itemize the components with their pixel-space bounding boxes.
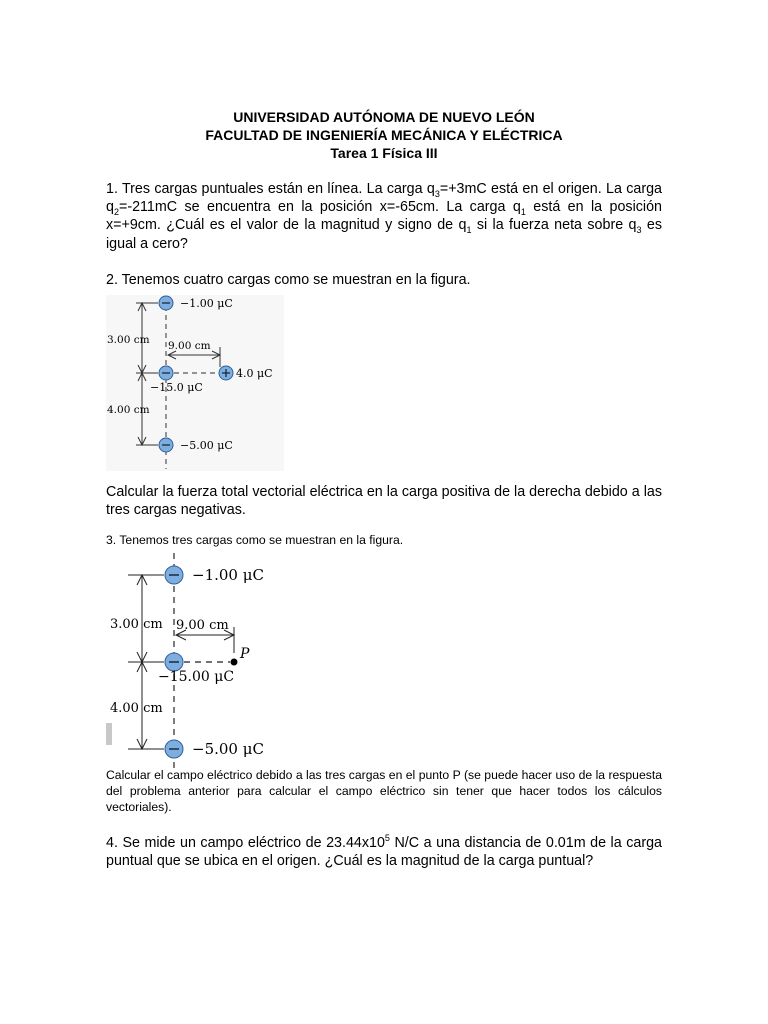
charge-top	[159, 296, 173, 310]
label-middle-charge: −15.00 μC	[158, 669, 235, 686]
label-top-charge: −1.00 μC	[180, 297, 233, 311]
charge-middle	[159, 366, 173, 380]
label-dist-bottom: 4.00 cm	[107, 404, 150, 417]
label-bottom-charge: −5.00 μC	[180, 439, 233, 453]
point-p-marker	[231, 659, 238, 666]
label-dist-top: 3.00 cm	[107, 334, 150, 347]
scan-artifact	[106, 723, 112, 745]
three-charges-diagram	[106, 549, 306, 773]
document-header	[106, 108, 662, 162]
label-bottom-charge: −5.00 μC	[192, 740, 264, 759]
university-name: UNIVERSIDAD AUTÓNOMA DE NUEVO LEÓN	[233, 109, 535, 125]
label-top-charge: −1.00 μC	[192, 566, 264, 585]
document-page	[106, 106, 662, 870]
label-dist-top: 3.00 cm	[110, 617, 163, 633]
charge-bottom	[165, 740, 183, 758]
charge-top	[165, 566, 183, 584]
label-dist-horizontal: 9.00 cm	[176, 618, 229, 634]
problem-2-text: 2. Tenemos cuatro cargas como se muestran en la figura.	[106, 271, 471, 288]
charge-bottom	[159, 438, 173, 452]
problem-4-text: 4. Se mide un campo eléctrico de $23.44x10^5$ N/C a una distancia de 0.01m de la carga puntual que se ubica en el origen. ¿Cuál es la magnitud de la carga puntual?	[106, 832, 662, 869]
label-dist-bottom: 4.00 cm	[110, 701, 163, 717]
faculty-name: FACULTAD DE INGENIERÍA MECÁNICA Y ELÉCTRICA	[205, 127, 563, 143]
figure-three-charges	[106, 549, 662, 773]
problem-3-text: 3. Tenemos tres cargas como se muestran en la figura.	[106, 533, 404, 548]
label-point-p: P	[240, 646, 250, 663]
figure-four-charges	[106, 295, 662, 471]
problem-1-text: 1. Tres cargas puntuales están en línea. La carga $q_3=+3mC$ está en el origen. La carga $q_2=-211mC$ se encuentra en la posición x=-65cm. La carga $q_1$ está en la posición x=+9cm. ¿Cuál es el valor de la magnitud y signo de $q_1$ si la fuerza neta sobre $q_3$ es igual a cero?	[106, 181, 662, 252]
label-middle-charge: −15.0 μC	[150, 381, 203, 395]
problem-2-question: Calcular la fuerza total vectorial eléctrica en la carga positiva de la derecha debido a las tres cargas negativas.	[106, 484, 662, 519]
label-dist-horizontal: 9.00 cm	[168, 340, 211, 353]
label-right-charge: 4.0 μC	[236, 367, 273, 381]
assignment-title: Tarea 1 Física III	[330, 145, 438, 161]
problem-3-question: Calcular el campo eléctrico debido a las tres cargas en el punto P (se puede hacer uso de la respuesta del problema anterior para calcular el campo eléctrico sin tener que hacer todos los cálculos vectoriales).	[106, 768, 662, 814]
charge-right	[219, 366, 233, 380]
four-charges-diagram	[106, 295, 306, 471]
